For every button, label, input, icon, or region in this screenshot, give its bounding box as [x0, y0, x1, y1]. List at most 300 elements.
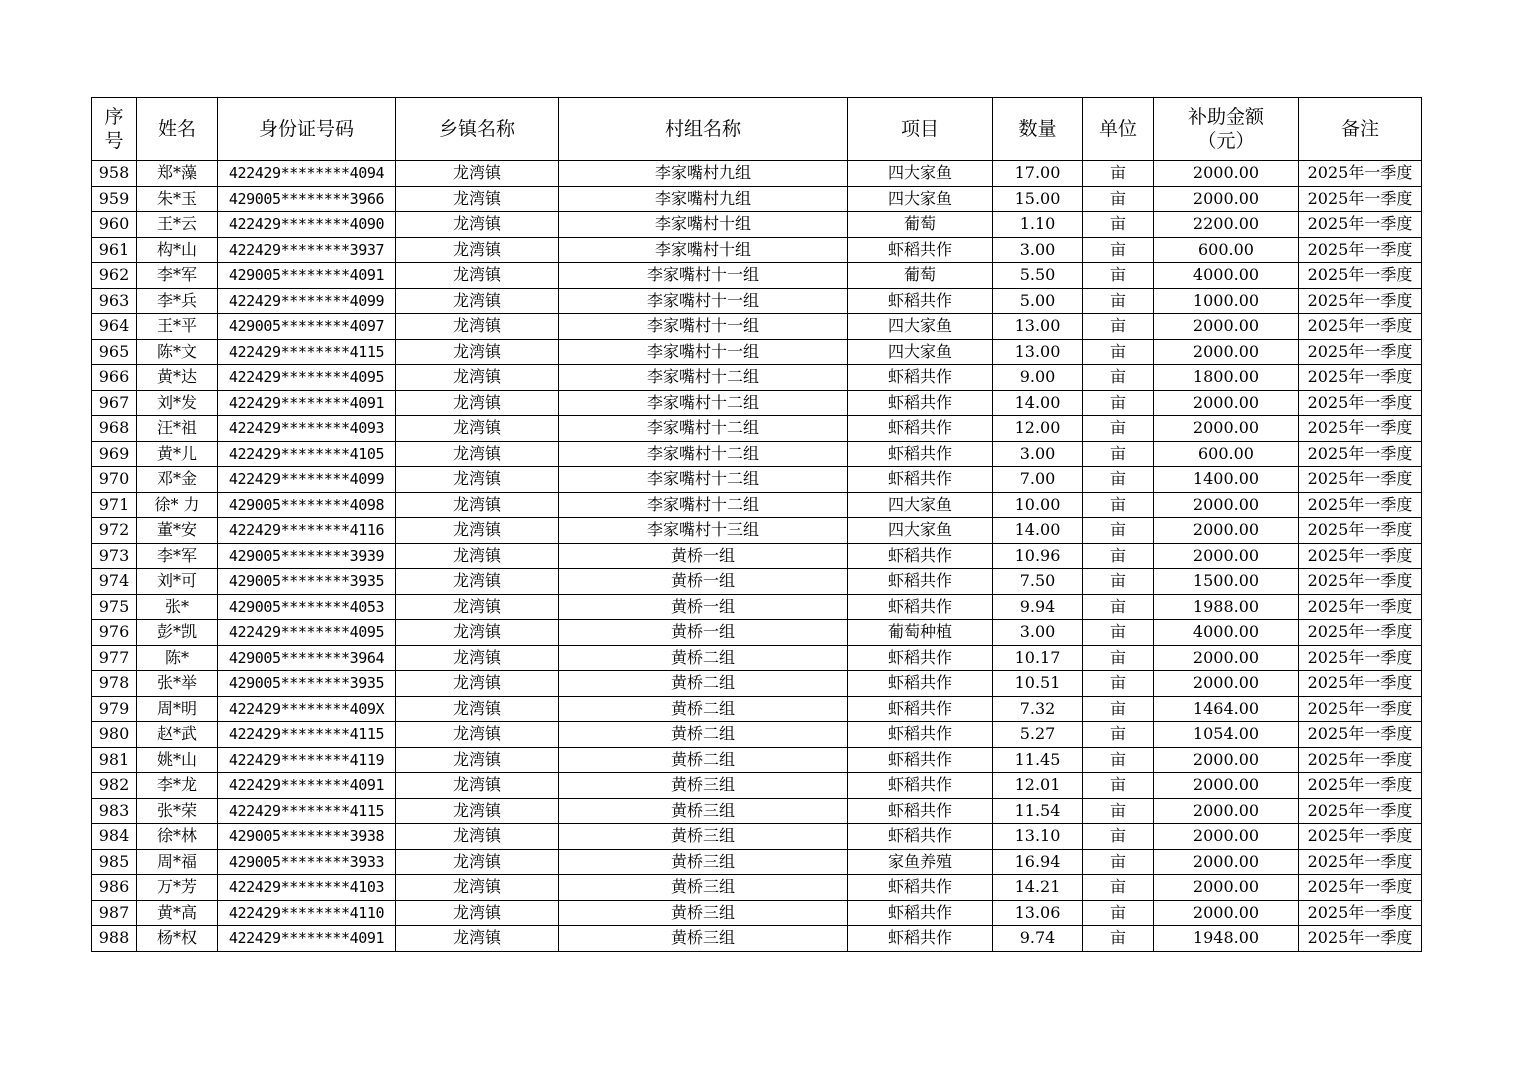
cell-quantity: 15.00: [993, 186, 1083, 212]
cell-unit: 亩: [1083, 186, 1154, 212]
cell-unit: 亩: [1083, 390, 1154, 416]
cell-project: 虾稻共作: [848, 798, 993, 824]
cell-town: 龙湾镇: [396, 569, 559, 595]
cell-unit: 亩: [1083, 569, 1154, 595]
cell-village-group: 黄桥三组: [559, 849, 848, 875]
cell-project: 虾稻共作: [848, 543, 993, 569]
cell-remarks: 2025年一季度: [1299, 212, 1422, 238]
cell-seq: 971: [92, 492, 137, 518]
cell-remarks: 2025年一季度: [1299, 569, 1422, 595]
table-row: [92, 926, 1422, 952]
cell-project: 虾稻共作: [848, 288, 993, 314]
cell-subsidy-amount: 2000.00: [1154, 518, 1299, 544]
cell-quantity: 7.32: [993, 696, 1083, 722]
cell-remarks: 2025年一季度: [1299, 671, 1422, 697]
cell-quantity: 1.10: [993, 212, 1083, 238]
cell-subsidy-amount: 2000.00: [1154, 747, 1299, 773]
cell-quantity: 13.06: [993, 900, 1083, 926]
col-header-quantity: 数量: [993, 98, 1083, 161]
cell-id-number: 429005********3935: [218, 569, 396, 595]
cell-village-group: 李家嘴村十二组: [559, 365, 848, 391]
cell-unit: 亩: [1083, 798, 1154, 824]
cell-subsidy-amount: 2000.00: [1154, 773, 1299, 799]
cell-remarks: 2025年一季度: [1299, 696, 1422, 722]
cell-unit: 亩: [1083, 671, 1154, 697]
cell-project: 虾稻共作: [848, 467, 993, 493]
cell-project: 虾稻共作: [848, 645, 993, 671]
cell-village-group: 黄桥一组: [559, 569, 848, 595]
cell-town: 龙湾镇: [396, 365, 559, 391]
cell-unit: 亩: [1083, 441, 1154, 467]
cell-id-number: 429005********3935: [218, 671, 396, 697]
cell-subsidy-amount: 2000.00: [1154, 645, 1299, 671]
cell-village-group: 黄桥三组: [559, 900, 848, 926]
cell-remarks: 2025年一季度: [1299, 467, 1422, 493]
cell-id-number: 429005********4097: [218, 314, 396, 340]
cell-name: 王*平: [137, 314, 218, 340]
table-row: [92, 620, 1422, 646]
cell-quantity: 5.27: [993, 722, 1083, 748]
cell-project: 虾稻共作: [848, 237, 993, 263]
cell-id-number: 422429********4115: [218, 798, 396, 824]
cell-project: 四大家鱼: [848, 314, 993, 340]
cell-quantity: 9.74: [993, 926, 1083, 952]
cell-name: 姚*山: [137, 747, 218, 773]
cell-village-group: 李家嘴村十二组: [559, 390, 848, 416]
cell-town: 龙湾镇: [396, 594, 559, 620]
cell-project: 四大家鱼: [848, 161, 993, 187]
cell-name: 陈*: [137, 645, 218, 671]
cell-remarks: 2025年一季度: [1299, 543, 1422, 569]
cell-town: 龙湾镇: [396, 518, 559, 544]
table-row: [92, 263, 1422, 289]
cell-town: 龙湾镇: [396, 671, 559, 697]
cell-seq: 981: [92, 747, 137, 773]
cell-name: 陈*文: [137, 339, 218, 365]
cell-unit: 亩: [1083, 875, 1154, 901]
cell-town: 龙湾镇: [396, 314, 559, 340]
cell-unit: 亩: [1083, 645, 1154, 671]
cell-unit: 亩: [1083, 416, 1154, 442]
col-header-id-number: 身份证号码: [218, 98, 396, 161]
table-row: [92, 849, 1422, 875]
cell-remarks: 2025年一季度: [1299, 492, 1422, 518]
cell-name: 张*荣: [137, 798, 218, 824]
cell-project: 虾稻共作: [848, 773, 993, 799]
cell-seq: 970: [92, 467, 137, 493]
cell-village-group: 黄桥二组: [559, 747, 848, 773]
cell-seq: 972: [92, 518, 137, 544]
cell-town: 龙湾镇: [396, 441, 559, 467]
cell-name: 黄*高: [137, 900, 218, 926]
cell-project: 虾稻共作: [848, 416, 993, 442]
cell-town: 龙湾镇: [396, 926, 559, 952]
cell-subsidy-amount: 1500.00: [1154, 569, 1299, 595]
cell-town: 龙湾镇: [396, 620, 559, 646]
cell-quantity: 12.00: [993, 416, 1083, 442]
cell-unit: 亩: [1083, 594, 1154, 620]
cell-quantity: 3.00: [993, 620, 1083, 646]
col-header-unit: 单位: [1083, 98, 1154, 161]
cell-subsidy-amount: 2000.00: [1154, 824, 1299, 850]
col-header-project: 项目: [848, 98, 993, 161]
cell-id-number: 422429********4091: [218, 773, 396, 799]
cell-village-group: 黄桥一组: [559, 543, 848, 569]
cell-subsidy-amount: 4000.00: [1154, 263, 1299, 289]
cell-village-group: 李家嘴村九组: [559, 161, 848, 187]
cell-town: 龙湾镇: [396, 492, 559, 518]
cell-name: 彭*凯: [137, 620, 218, 646]
cell-remarks: 2025年一季度: [1299, 390, 1422, 416]
cell-project: 四大家鱼: [848, 339, 993, 365]
cell-remarks: 2025年一季度: [1299, 849, 1422, 875]
cell-remarks: 2025年一季度: [1299, 237, 1422, 263]
cell-name: 朱*玉: [137, 186, 218, 212]
cell-subsidy-amount: 1054.00: [1154, 722, 1299, 748]
cell-project: 四大家鱼: [848, 492, 993, 518]
cell-unit: 亩: [1083, 237, 1154, 263]
cell-village-group: 黄桥二组: [559, 696, 848, 722]
cell-name: 赵*武: [137, 722, 218, 748]
table-row: [92, 212, 1422, 238]
cell-town: 龙湾镇: [396, 161, 559, 187]
cell-project: 虾稻共作: [848, 594, 993, 620]
cell-seq: 974: [92, 569, 137, 595]
cell-remarks: 2025年一季度: [1299, 722, 1422, 748]
cell-name: 周*明: [137, 696, 218, 722]
cell-village-group: 李家嘴村十三组: [559, 518, 848, 544]
table-row: [92, 237, 1422, 263]
cell-seq: 986: [92, 875, 137, 901]
cell-project: 虾稻共作: [848, 671, 993, 697]
subsidy-table: [91, 97, 1422, 952]
cell-remarks: 2025年一季度: [1299, 900, 1422, 926]
cell-name: 刘*可: [137, 569, 218, 595]
cell-village-group: 李家嘴村十一组: [559, 339, 848, 365]
cell-remarks: 2025年一季度: [1299, 339, 1422, 365]
table-row: [92, 365, 1422, 391]
cell-subsidy-amount: 600.00: [1154, 441, 1299, 467]
cell-unit: 亩: [1083, 747, 1154, 773]
cell-village-group: 李家嘴村九组: [559, 186, 848, 212]
cell-seq: 962: [92, 263, 137, 289]
table-row: [92, 569, 1422, 595]
cell-id-number: 422429********4110: [218, 900, 396, 926]
cell-id-number: 422429********4090: [218, 212, 396, 238]
cell-village-group: 黄桥二组: [559, 722, 848, 748]
cell-town: 龙湾镇: [396, 849, 559, 875]
cell-unit: 亩: [1083, 467, 1154, 493]
table-row: [92, 314, 1422, 340]
cell-name: 李*龙: [137, 773, 218, 799]
cell-village-group: 李家嘴村十二组: [559, 416, 848, 442]
cell-remarks: 2025年一季度: [1299, 161, 1422, 187]
cell-town: 龙湾镇: [396, 416, 559, 442]
cell-village-group: 黄桥三组: [559, 824, 848, 850]
cell-project: 虾稻共作: [848, 696, 993, 722]
cell-unit: 亩: [1083, 824, 1154, 850]
cell-subsidy-amount: 2000.00: [1154, 416, 1299, 442]
cell-seq: 979: [92, 696, 137, 722]
cell-remarks: 2025年一季度: [1299, 620, 1422, 646]
cell-remarks: 2025年一季度: [1299, 747, 1422, 773]
cell-quantity: 3.00: [993, 237, 1083, 263]
cell-remarks: 2025年一季度: [1299, 824, 1422, 850]
cell-seq: 984: [92, 824, 137, 850]
cell-quantity: 16.94: [993, 849, 1083, 875]
cell-name: 汪*祖: [137, 416, 218, 442]
cell-unit: 亩: [1083, 314, 1154, 340]
cell-project: 虾稻共作: [848, 824, 993, 850]
cell-project: 葡萄: [848, 212, 993, 238]
cell-town: 龙湾镇: [396, 747, 559, 773]
cell-subsidy-amount: 2000.00: [1154, 314, 1299, 340]
cell-subsidy-amount: 2000.00: [1154, 390, 1299, 416]
cell-seq: 965: [92, 339, 137, 365]
cell-remarks: 2025年一季度: [1299, 288, 1422, 314]
cell-name: 王*云: [137, 212, 218, 238]
cell-quantity: 12.01: [993, 773, 1083, 799]
table-row: [92, 645, 1422, 671]
cell-quantity: 17.00: [993, 161, 1083, 187]
cell-name: 杨*权: [137, 926, 218, 952]
cell-quantity: 7.50: [993, 569, 1083, 595]
cell-seq: 985: [92, 849, 137, 875]
cell-id-number: 422429********4116: [218, 518, 396, 544]
cell-quantity: 10.51: [993, 671, 1083, 697]
cell-quantity: 13.10: [993, 824, 1083, 850]
cell-name: 张*举: [137, 671, 218, 697]
cell-town: 龙湾镇: [396, 696, 559, 722]
cell-name: 徐* 力: [137, 492, 218, 518]
col-header-subsidy-amount: [1154, 98, 1299, 161]
cell-project: 虾稻共作: [848, 390, 993, 416]
cell-remarks: 2025年一季度: [1299, 365, 1422, 391]
cell-town: 龙湾镇: [396, 543, 559, 569]
table-row: [92, 416, 1422, 442]
table-row: [92, 186, 1422, 212]
cell-village-group: 黄桥二组: [559, 671, 848, 697]
cell-town: 龙湾镇: [396, 237, 559, 263]
table-row: [92, 900, 1422, 926]
cell-project: 虾稻共作: [848, 747, 993, 773]
cell-subsidy-amount: 4000.00: [1154, 620, 1299, 646]
cell-name: 邓*金: [137, 467, 218, 493]
cell-seq: 964: [92, 314, 137, 340]
cell-name: 周*福: [137, 849, 218, 875]
table-row: [92, 594, 1422, 620]
cell-town: 龙湾镇: [396, 390, 559, 416]
table-row: [92, 288, 1422, 314]
cell-quantity: 14.00: [993, 390, 1083, 416]
cell-unit: 亩: [1083, 773, 1154, 799]
cell-village-group: 李家嘴村十二组: [559, 492, 848, 518]
cell-id-number: 422429********3937: [218, 237, 396, 263]
cell-village-group: 李家嘴村十组: [559, 237, 848, 263]
cell-name: 张*: [137, 594, 218, 620]
col-header-village-group: 村组名称: [559, 98, 848, 161]
cell-village-group: 李家嘴村十组: [559, 212, 848, 238]
cell-id-number: 422429********4095: [218, 620, 396, 646]
cell-seq: 988: [92, 926, 137, 952]
cell-subsidy-amount: 1948.00: [1154, 926, 1299, 952]
cell-name: 万*芳: [137, 875, 218, 901]
cell-unit: 亩: [1083, 492, 1154, 518]
table-row: [92, 339, 1422, 365]
cell-id-number: 422429********4115: [218, 339, 396, 365]
cell-name: 李*兵: [137, 288, 218, 314]
cell-subsidy-amount: 1988.00: [1154, 594, 1299, 620]
cell-unit: 亩: [1083, 900, 1154, 926]
cell-quantity: 13.00: [993, 314, 1083, 340]
cell-town: 龙湾镇: [396, 212, 559, 238]
cell-id-number: 429005********4091: [218, 263, 396, 289]
cell-unit: 亩: [1083, 849, 1154, 875]
cell-town: 龙湾镇: [396, 773, 559, 799]
cell-remarks: 2025年一季度: [1299, 441, 1422, 467]
table-row: [92, 722, 1422, 748]
col-header-seq-line2: 号: [104, 130, 124, 152]
cell-town: 龙湾镇: [396, 263, 559, 289]
cell-remarks: 2025年一季度: [1299, 798, 1422, 824]
cell-remarks: 2025年一季度: [1299, 645, 1422, 671]
cell-project: 家鱼养殖: [848, 849, 993, 875]
cell-name: 黄*儿: [137, 441, 218, 467]
cell-project: 葡萄: [848, 263, 993, 289]
cell-subsidy-amount: 2000.00: [1154, 161, 1299, 187]
cell-town: 龙湾镇: [396, 875, 559, 901]
cell-project: 四大家鱼: [848, 186, 993, 212]
cell-unit: 亩: [1083, 543, 1154, 569]
cell-quantity: 5.00: [993, 288, 1083, 314]
cell-quantity: 7.00: [993, 467, 1083, 493]
table-row: [92, 696, 1422, 722]
cell-unit: 亩: [1083, 339, 1154, 365]
cell-quantity: 3.00: [993, 441, 1083, 467]
cell-id-number: 429005********3966: [218, 186, 396, 212]
cell-town: 龙湾镇: [396, 186, 559, 212]
cell-seq: 968: [92, 416, 137, 442]
cell-town: 龙湾镇: [396, 339, 559, 365]
cell-id-number: 422429********4091: [218, 926, 396, 952]
cell-town: 龙湾镇: [396, 900, 559, 926]
cell-subsidy-amount: 2000.00: [1154, 492, 1299, 518]
cell-village-group: 黄桥二组: [559, 645, 848, 671]
cell-remarks: 2025年一季度: [1299, 875, 1422, 901]
cell-remarks: 2025年一季度: [1299, 416, 1422, 442]
cell-id-number: 422429********4119: [218, 747, 396, 773]
cell-seq: 977: [92, 645, 137, 671]
cell-village-group: 黄桥一组: [559, 594, 848, 620]
cell-quantity: 14.21: [993, 875, 1083, 901]
cell-project: 虾稻共作: [848, 722, 993, 748]
cell-quantity: 9.94: [993, 594, 1083, 620]
col-header-seq: [92, 98, 137, 161]
cell-village-group: 黄桥三组: [559, 926, 848, 952]
table-row: [92, 467, 1422, 493]
cell-id-number: 422429********4103: [218, 875, 396, 901]
cell-seq: 980: [92, 722, 137, 748]
cell-subsidy-amount: 2200.00: [1154, 212, 1299, 238]
table-row: [92, 824, 1422, 850]
cell-remarks: 2025年一季度: [1299, 186, 1422, 212]
cell-seq: 976: [92, 620, 137, 646]
cell-town: 龙湾镇: [396, 798, 559, 824]
cell-seq: 958: [92, 161, 137, 187]
cell-unit: 亩: [1083, 288, 1154, 314]
cell-unit: 亩: [1083, 365, 1154, 391]
cell-remarks: 2025年一季度: [1299, 926, 1422, 952]
cell-id-number: 422429********4091: [218, 390, 396, 416]
cell-village-group: 李家嘴村十二组: [559, 467, 848, 493]
cell-town: 龙湾镇: [396, 722, 559, 748]
cell-village-group: 李家嘴村十一组: [559, 288, 848, 314]
cell-quantity: 11.45: [993, 747, 1083, 773]
cell-project: 虾稻共作: [848, 441, 993, 467]
cell-name: 郑*藻: [137, 161, 218, 187]
cell-seq: 966: [92, 365, 137, 391]
cell-subsidy-amount: 1800.00: [1154, 365, 1299, 391]
cell-subsidy-amount: 1400.00: [1154, 467, 1299, 493]
cell-id-number: 422429********4099: [218, 288, 396, 314]
cell-village-group: 李家嘴村十一组: [559, 263, 848, 289]
cell-village-group: 黄桥三组: [559, 875, 848, 901]
cell-seq: 987: [92, 900, 137, 926]
cell-remarks: 2025年一季度: [1299, 594, 1422, 620]
cell-town: 龙湾镇: [396, 467, 559, 493]
cell-subsidy-amount: 2000.00: [1154, 671, 1299, 697]
cell-unit: 亩: [1083, 696, 1154, 722]
cell-quantity: 10.17: [993, 645, 1083, 671]
cell-id-number: 429005********3933: [218, 849, 396, 875]
cell-id-number: 422429********4115: [218, 722, 396, 748]
cell-village-group: 李家嘴村十一组: [559, 314, 848, 340]
cell-subsidy-amount: 2000.00: [1154, 798, 1299, 824]
cell-subsidy-amount: 2000.00: [1154, 186, 1299, 212]
cell-quantity: 5.50: [993, 263, 1083, 289]
table-header: [92, 98, 1422, 161]
cell-remarks: 2025年一季度: [1299, 263, 1422, 289]
cell-remarks: 2025年一季度: [1299, 773, 1422, 799]
col-header-seq-line1: 序: [104, 106, 124, 128]
cell-id-number: 422429********4094: [218, 161, 396, 187]
cell-id-number: 422429********4093: [218, 416, 396, 442]
cell-name: 构*山: [137, 237, 218, 263]
table-row: [92, 543, 1422, 569]
cell-subsidy-amount: 2000.00: [1154, 849, 1299, 875]
cell-village-group: 李家嘴村十二组: [559, 441, 848, 467]
cell-name: 徐*林: [137, 824, 218, 850]
table-body: [92, 161, 1422, 952]
cell-quantity: 9.00: [993, 365, 1083, 391]
table-row: [92, 441, 1422, 467]
cell-quantity: 13.00: [993, 339, 1083, 365]
cell-id-number: 429005********3939: [218, 543, 396, 569]
cell-project: 虾稻共作: [848, 569, 993, 595]
col-header-subsidy-amount-line1: 补助金额: [1187, 106, 1264, 128]
col-header-name: 姓名: [137, 98, 218, 161]
cell-id-number: 429005********3964: [218, 645, 396, 671]
table-row: [92, 875, 1422, 901]
cell-id-number: 422429********4099: [218, 467, 396, 493]
cell-seq: 982: [92, 773, 137, 799]
cell-seq: 967: [92, 390, 137, 416]
cell-name: 李*军: [137, 543, 218, 569]
table-row: [92, 390, 1422, 416]
cell-project: 虾稻共作: [848, 875, 993, 901]
cell-project: 虾稻共作: [848, 926, 993, 952]
cell-quantity: 14.00: [993, 518, 1083, 544]
